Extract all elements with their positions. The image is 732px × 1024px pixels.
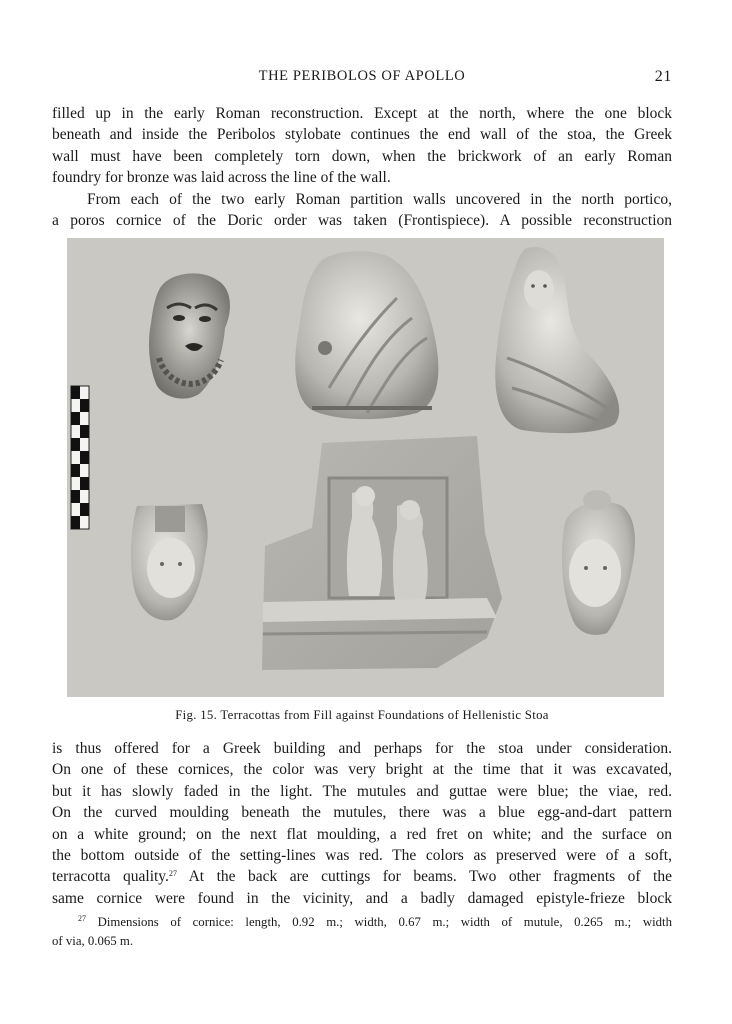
running-head <box>52 68 672 88</box>
text-line: beneath and inside the Peribolos stylobate continues the end wall of the stoa, the Greek <box>52 126 672 144</box>
terracottas-photo-svg <box>67 238 664 697</box>
footnote-marker: 27 <box>78 914 86 923</box>
text-line <box>52 866 672 887</box>
footnote-line <box>52 913 672 932</box>
text-line: On one of these cornices, the color was very bright at the time that it was excavated, <box>52 761 672 779</box>
text-line: From each of the two early Roman partition walls uncovered in the north portico, <box>87 190 672 208</box>
footnote <box>52 913 672 951</box>
paragraph-bottom <box>52 738 672 909</box>
figure-terracottas-photo <box>67 238 664 697</box>
text-fragment: terracotta quality. <box>52 868 169 886</box>
text-line: same cornice were found in the vicinity, and a badly damaged epistyle-frieze block <box>52 889 672 907</box>
text-line: but it has slowly faded in the light. The mutules and guttae were blue; the viae, red. <box>52 782 672 800</box>
running-title: THE PERIBOLOS OF APOLLO <box>258 68 466 84</box>
footnote-reference[interactable]: 27 <box>168 869 177 879</box>
text-line: is thus offered for a Greek building and perhaps for the stoa under consideration. <box>52 740 672 757</box>
text-fragment: At the back are cuttings for beams. Two other fragments of the <box>176 868 672 886</box>
text-line: on a white ground; on the next flat moulding, a red fret on white; and the surface on <box>52 825 672 843</box>
text-line: wall must have been completely torn down, when the brickwork of an early Roman <box>52 147 672 165</box>
text-line: On the curved moulding beneath the mutules, there was a blue egg-and-dart pattern <box>52 804 672 822</box>
footnote-text: Dimensions of cornice: length, 0.92 m.; width, 0.67 m.; width of mutule, 0.265 m.; width <box>97 915 672 929</box>
text-line: foundry for bronze was laid across the line of the wall. <box>52 169 391 187</box>
text-line: filled up in the early Roman reconstruction. Except at the north, where the one block <box>52 105 672 122</box>
page-number: 21 <box>654 68 672 85</box>
text-line: the bottom outside of the setting-lines was red. The colors as preserved were of a soft, <box>52 847 672 865</box>
paragraph-top <box>52 103 672 231</box>
figure-caption: Fig. 15. Terracottas from Fill against Foundations of Hellenistic Stoa <box>175 708 549 722</box>
scale-bar <box>71 386 89 529</box>
text-line: a poros cornice of the Doric order was taken (Frontispiece). A possible reconstruction <box>52 212 672 230</box>
footnote-line: of via, 0.065 m. <box>52 934 134 948</box>
